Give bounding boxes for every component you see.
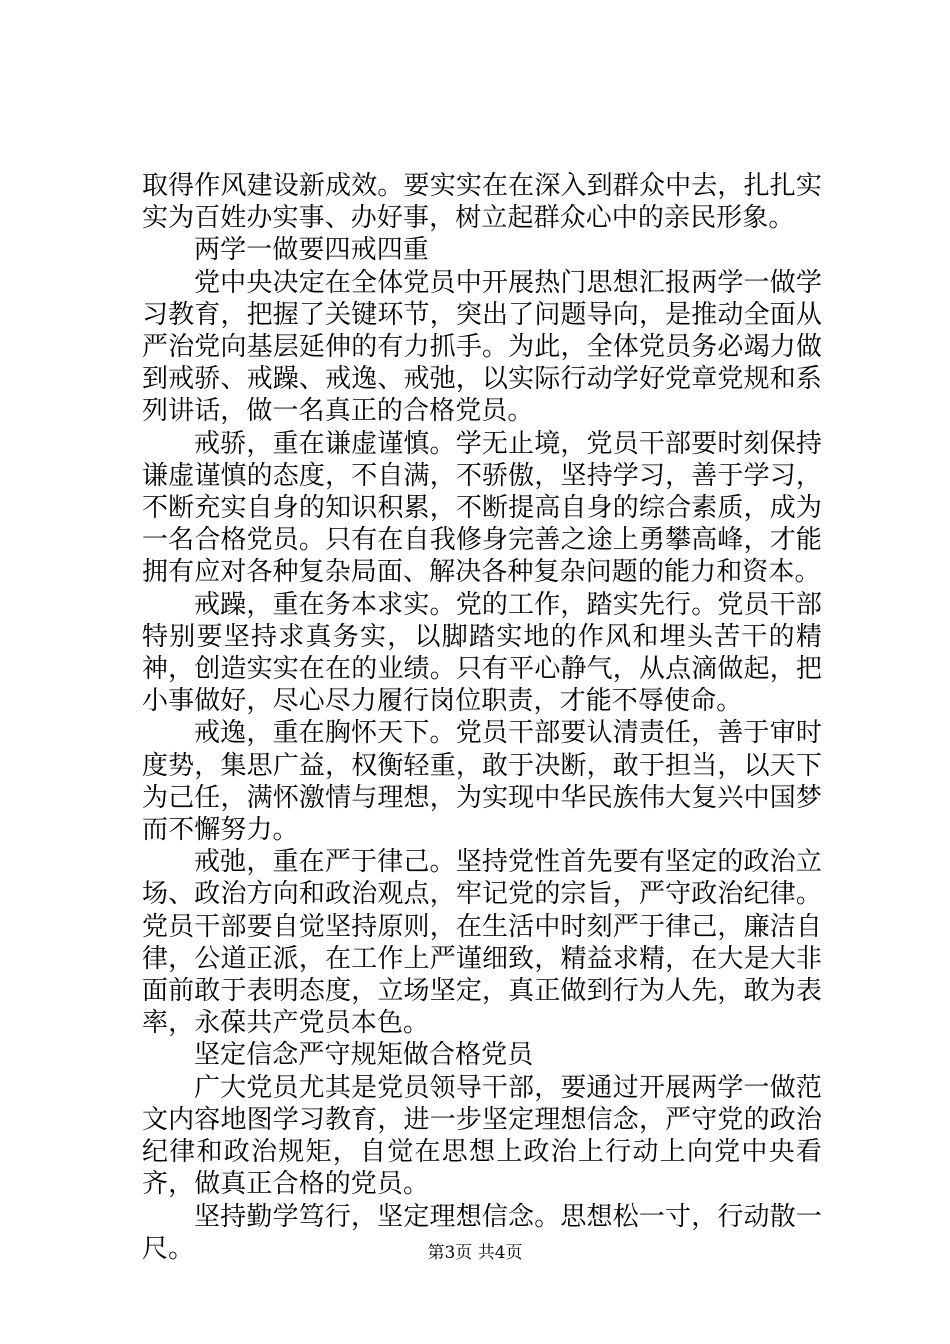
- page-number-footer: 第3页 共4页: [427, 1243, 523, 1263]
- section-heading-2: 坚定信念严守规矩做合格党员: [194, 1040, 534, 1071]
- paragraph-6: 戒弛，重在严于律己。坚持党性首先要有坚定的政治立场、政治方向和政治观点，牢记党的宗旨，严守政治纪律。党员干部要自觉坚持原则，在生活中时刻严于律己，廉洁自律，公道正派，在工作上严谨细致，精益求精，在大是大非面前敢于表明态度，立场坚定，真正做到行为人先，敢为表率，永葆共产党员本色。: [142, 847, 822, 1039]
- paragraph-1: 取得作风建设新成效。要实实在在深入到群众中去，扎扎实实为百姓办实事、办好事，树立起群众心中的亲民形象。: [142, 171, 822, 234]
- paragraph-2: 党中央决定在全体党员中开展热门思想汇报两学一做学习教育，把握了关键环节，突出了问题导向，是推动全面从严治党向基层延伸的有力抓手。为此，全体党员务必竭力做到戒骄、戒躁、戒逸、戒弛，以实际行动学好党章党规和系列讲话，做一名真正的合格党员。: [142, 267, 822, 427]
- paragraph-8: 坚持勤学笃行，坚定理想信念。思想松一寸，行动散一尺。: [142, 1201, 822, 1264]
- paragraph-5: 戒逸，重在胸怀天下。党员干部要认清责任，善于审时度势，集思广益，权衡轻重，敢于决断，敢于担当，以天下为己任，满怀激情与理想，为实现中华民族伟大复兴中国梦而不懈努力。: [142, 718, 822, 846]
- document-body: [142, 170, 822, 1265]
- section-heading-1: 两学一做要四戒四重: [194, 235, 429, 266]
- paragraph-3: 戒骄，重在谦虚谨慎。学无止境，党员干部要时刻保持谦虚谨慎的态度，不自满，不骄傲，坚持学习，善于学习，不断充实自身的知识积累，不断提高自身的综合素质，成为一名合格党员。只有在自我修身完善之途上勇攀高峰，才能拥有应对各种复杂局面、解决各种复杂问题的能力和资本。: [142, 428, 822, 588]
- paragraph-4: 戒躁，重在务本求实。党的工作，踏实先行。党员干部特别要坚持求真务实，以脚踏实地的作风和埋头苦干的精神，创造实实在在的业绩。只有平心静气，从点滴做起，把小事做好，尽心尽力履行岗位职责，才能不辱使命。: [142, 589, 822, 717]
- paragraph-7: 广大党员尤其是党员领导干部，要通过开展两学一做范文内容地图学习教育，进一步坚定理想信念，严守党的政治纪律和政治规矩，自觉在思想上政治上行动上向党中央看齐，做真正合格的党员。: [142, 1072, 822, 1200]
